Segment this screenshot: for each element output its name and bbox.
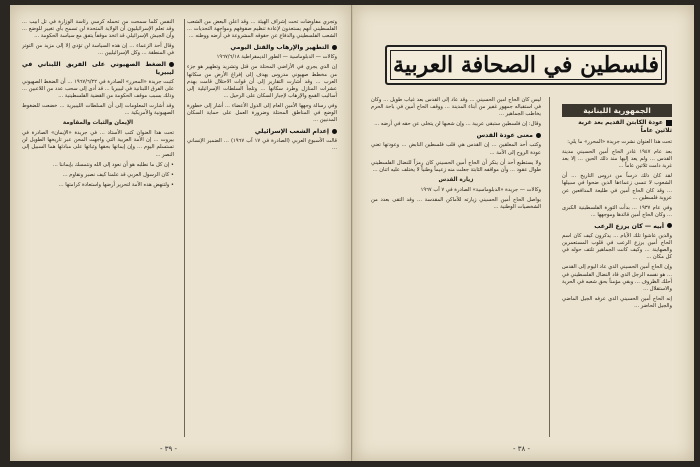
- article-paragraph: وكالات — جريدة «الدبلوماسية» الصادرة في ٧ آب ١٩٦٧: [420, 186, 541, 193]
- bullet-icon: [332, 129, 337, 134]
- article-paragraph: تحت هذا العنوان نشرت جريدة «المحرر» ما يلي:: [567, 139, 672, 145]
- article-paragraph: وفي رسالة وجهها الأمين العام إلى الدول الأعضاء ... أشار إلى خطورة الوضع في المناطق المحتلة وضرورة العمل على حماية السكان المدنيين ...: [187, 102, 337, 124]
- article-paragraph: النفس كلما سمحت من تحمله كرسي رئاسة الوزارة في تل أبيب ... وقد تعلم الإسرائيليون أن الولاية المتحدة لن تسمح بأي تغيير للوضع ... وأن الجيش الإسرائيلي قد اتخذ موقفاً يتفق مع سياسة الحكومة ...: [22, 19, 174, 40]
- article-heading-text: إعدام الشعب الإسرائيلي: [254, 128, 329, 136]
- article-paragraph: تحت هذا العنوان كتب الأستاذ ... في جريدة «الإيمان» الصادرة في بيروت ... إن الأمة العربية التي واجهت المحن عبر تاريخها الطويل لن تستسلم اليوم ... وإن إيمانها بحقها وثباتها على مبادئها هما السبيل إلى النصر ...: [22, 130, 174, 158]
- article-paragraph: وقال: إن فلسطين ستبقى عربية ... وإن شعبها لن يتخلى عن حقه في أرضه ...: [374, 121, 541, 128]
- article-heading: [22, 61, 174, 75]
- article-subhead-text: عودة الكابتن القديم بعد غربة ثلاثين عاماً: [578, 119, 672, 134]
- right-page-column-left: [371, 97, 541, 437]
- left-page-column-right: [187, 19, 337, 437]
- article-paragraph: وقال أحد الزعماء ... إن هذه السياسة لن تؤدي إلا إلى مزيد من التوتر في المنطقة ... وكل الإسرائيليين ...: [22, 43, 174, 57]
- bullet-icon: [332, 45, 337, 50]
- section-title: الجمهورية اللبنانية: [562, 104, 672, 117]
- article-paragraph: كتبت جريدة «المحرر» الصادرة في ١٩٦٧/٦/٢٢ ... أن الضغط الصهيوني على الفرق اللبنانية في ليبيريا ... قد أدى إلى سحب عدد من اللاعبين ... وذلك بسبب موقف الحكومة من القضية الفلسطينية ...: [22, 78, 174, 99]
- article-paragraph: إنه الحاج أمين الحسيني الذي عرفه الجيل الماضي والجيل الحاضر ...: [562, 295, 672, 309]
- right-page-column-right: [562, 139, 672, 437]
- article-heading-text: التطهير والإرهاب والقتل اليومي: [230, 44, 329, 52]
- bullet-icon: [667, 223, 672, 228]
- article-heading-text: أبيه — كان يرزع الرعب: [594, 222, 664, 230]
- article-heading-text: الضغط الصهيوني على الفريق اللبناني في ليبيريا: [22, 61, 174, 76]
- article-paragraph: بعد عام ١٩٤٧ غادر الحاج أمين الحسيني مدينة القدس ... ولم يعد إليها منذ ذلك الحين ... إلا بعد غربة دامت ثلاثين عاماً ...: [562, 149, 672, 170]
- article-paragraph: • ولتنهض هذه الأمة لتحرير أرضها واستعادة كرامتها ...: [58, 181, 174, 188]
- article-paragraph: لقد كان ذلك درساً من دروس التاريخ ... أن الشعوب لا تنسى زعماءها الذين ضحوا في سبيلها ... وقد كان الحاج أمين في طليعة المدافعين عن عروبة فلسطين ...: [562, 173, 672, 201]
- left-page: [10, 5, 352, 461]
- square-bullet-icon: [666, 120, 672, 126]
- article-paragraph: وفي عام ١٩٣٧ ... بدأت الثورة الفلسطينية الكبرى ... وكان الحاج أمين قائدها وموجهها ...: [562, 204, 672, 218]
- page-number: - ٣٩ -: [160, 445, 178, 453]
- article-paragraph: وتجري مفاوضات تحت إشراف الهيئة ... وقد أعلن البعض من الشعب الفلسطيني أنهم يستعدون لإعادة تنظيم صفوفهم ومواجهة التحديات ... الشعب الفلسطيني والدفاع عن حقوقه المشروعة في أرضه ووطنه ...: [187, 19, 337, 40]
- bullet-icon: [536, 133, 541, 138]
- article-paragraph: قالت الأسبوع العربي (الصادرة في ١٧ آب ١٩٦٧) ... الضمير الإنساني ...: [187, 138, 337, 152]
- article-paragraph: وكتب أحد المعلقين ... إن القدس هي قلب فلسطين النابض ... وعودتها تعني عودة الروح إلى الأمة ...: [371, 142, 541, 156]
- left-page-column-left: [22, 19, 174, 437]
- page-number: - ٣٨ -: [513, 445, 531, 453]
- article-heading: [187, 128, 337, 135]
- article-paragraph: ليس كان الحاج أمين الحسيني ... وقد عاد إلى القدس بعد غياب طويل ... وكان في استقباله جمهور غفير من أبناء المدينة ... ووقف الحاج أمين في باحة الحرم يخاطب الجماهير ...: [371, 97, 541, 118]
- article-subhead: [562, 119, 672, 135]
- article-subtitle: زيارة القدس: [438, 176, 474, 183]
- article-paragraph: • كان الرسول العربي قد علمنا كيف نصبر ونقاوم ...: [62, 171, 174, 178]
- bullet-icon: [169, 62, 174, 67]
- article-heading: [187, 44, 337, 51]
- column-divider: [549, 97, 550, 437]
- article-paragraph: والذين عاشوا تلك الأيام ... يذكرون كيف كان اسم الحاج أمين يرزع الرعب في قلوب المستعمرين والصهاينة ... وكيف كانت الجماهير تلتف حوله في كل مكان ...: [562, 233, 672, 261]
- article-paragraph: ولا يستطيع أحد أن ينكر أن الحاج أمين الحسيني كان رمزاً للنضال الفلسطيني طوال عقود ... وأن مواقفه الثابتة جعلت منه زعيماً وطنياً لا يختلف عليه اثنان ...: [371, 159, 541, 173]
- article-heading-text: معنى عودة القدس: [476, 132, 533, 140]
- article-paragraph: وكالات — الدبلوماسية — الطور الديمقراطية ١٩٦٧/٦/١٨: [216, 54, 337, 61]
- article-heading: [562, 223, 672, 230]
- article-paragraph: وإن الحاج أمين الحسيني الذي عاد اليوم إلى القدس ... هو نفسه الرجل الذي قاد النضال الفلسطيني في أحلك الظروف ... وبقي مؤمناً بحق شعبه في الحرية والاستقلال ...: [562, 264, 672, 292]
- article-paragraph: يواصل الحاج أمين الحسيني زيارته للأماكن المقدسة ... وقد التقى بعدد من الشخصيات الوطنية ...: [371, 197, 541, 211]
- column-divider: [184, 19, 185, 437]
- right-page: [352, 5, 694, 461]
- article-subtitle: الإيمان والثبات والمقاومة: [62, 120, 134, 127]
- article-paragraph: • إن كل ما نطلبه هو أن نعود إلى الله ونتمسك بإيماننا ...: [52, 161, 174, 168]
- article-heading: [371, 132, 541, 139]
- article-paragraph: وقد أشارت المعلومات إلى أن السلطات الليبيرية ... خضعت للضغوط الصهيونية والأمريكية ...: [22, 102, 174, 117]
- magazine-spread: [10, 5, 694, 461]
- page-title-banner: فلسطين في الصحافة العربية: [385, 45, 667, 85]
- article-paragraph: إن الذي يجري في الأراضي المحتلة من قتل وتشريد وتطهير هو جزء من مخطط صهيوني مدروس يهدف إلى إفراغ الأرض من سكانها العرب ... وقد أشارت التقارير إلى أن قوات الاحتلال قامت بهدم عشرات المنازل وطرد سكانها ... وتلجأ السلطات الإسرائيلية إلى أساليب القمع والإرهاب لإجبار السكان على الرحيل ...: [187, 64, 337, 99]
